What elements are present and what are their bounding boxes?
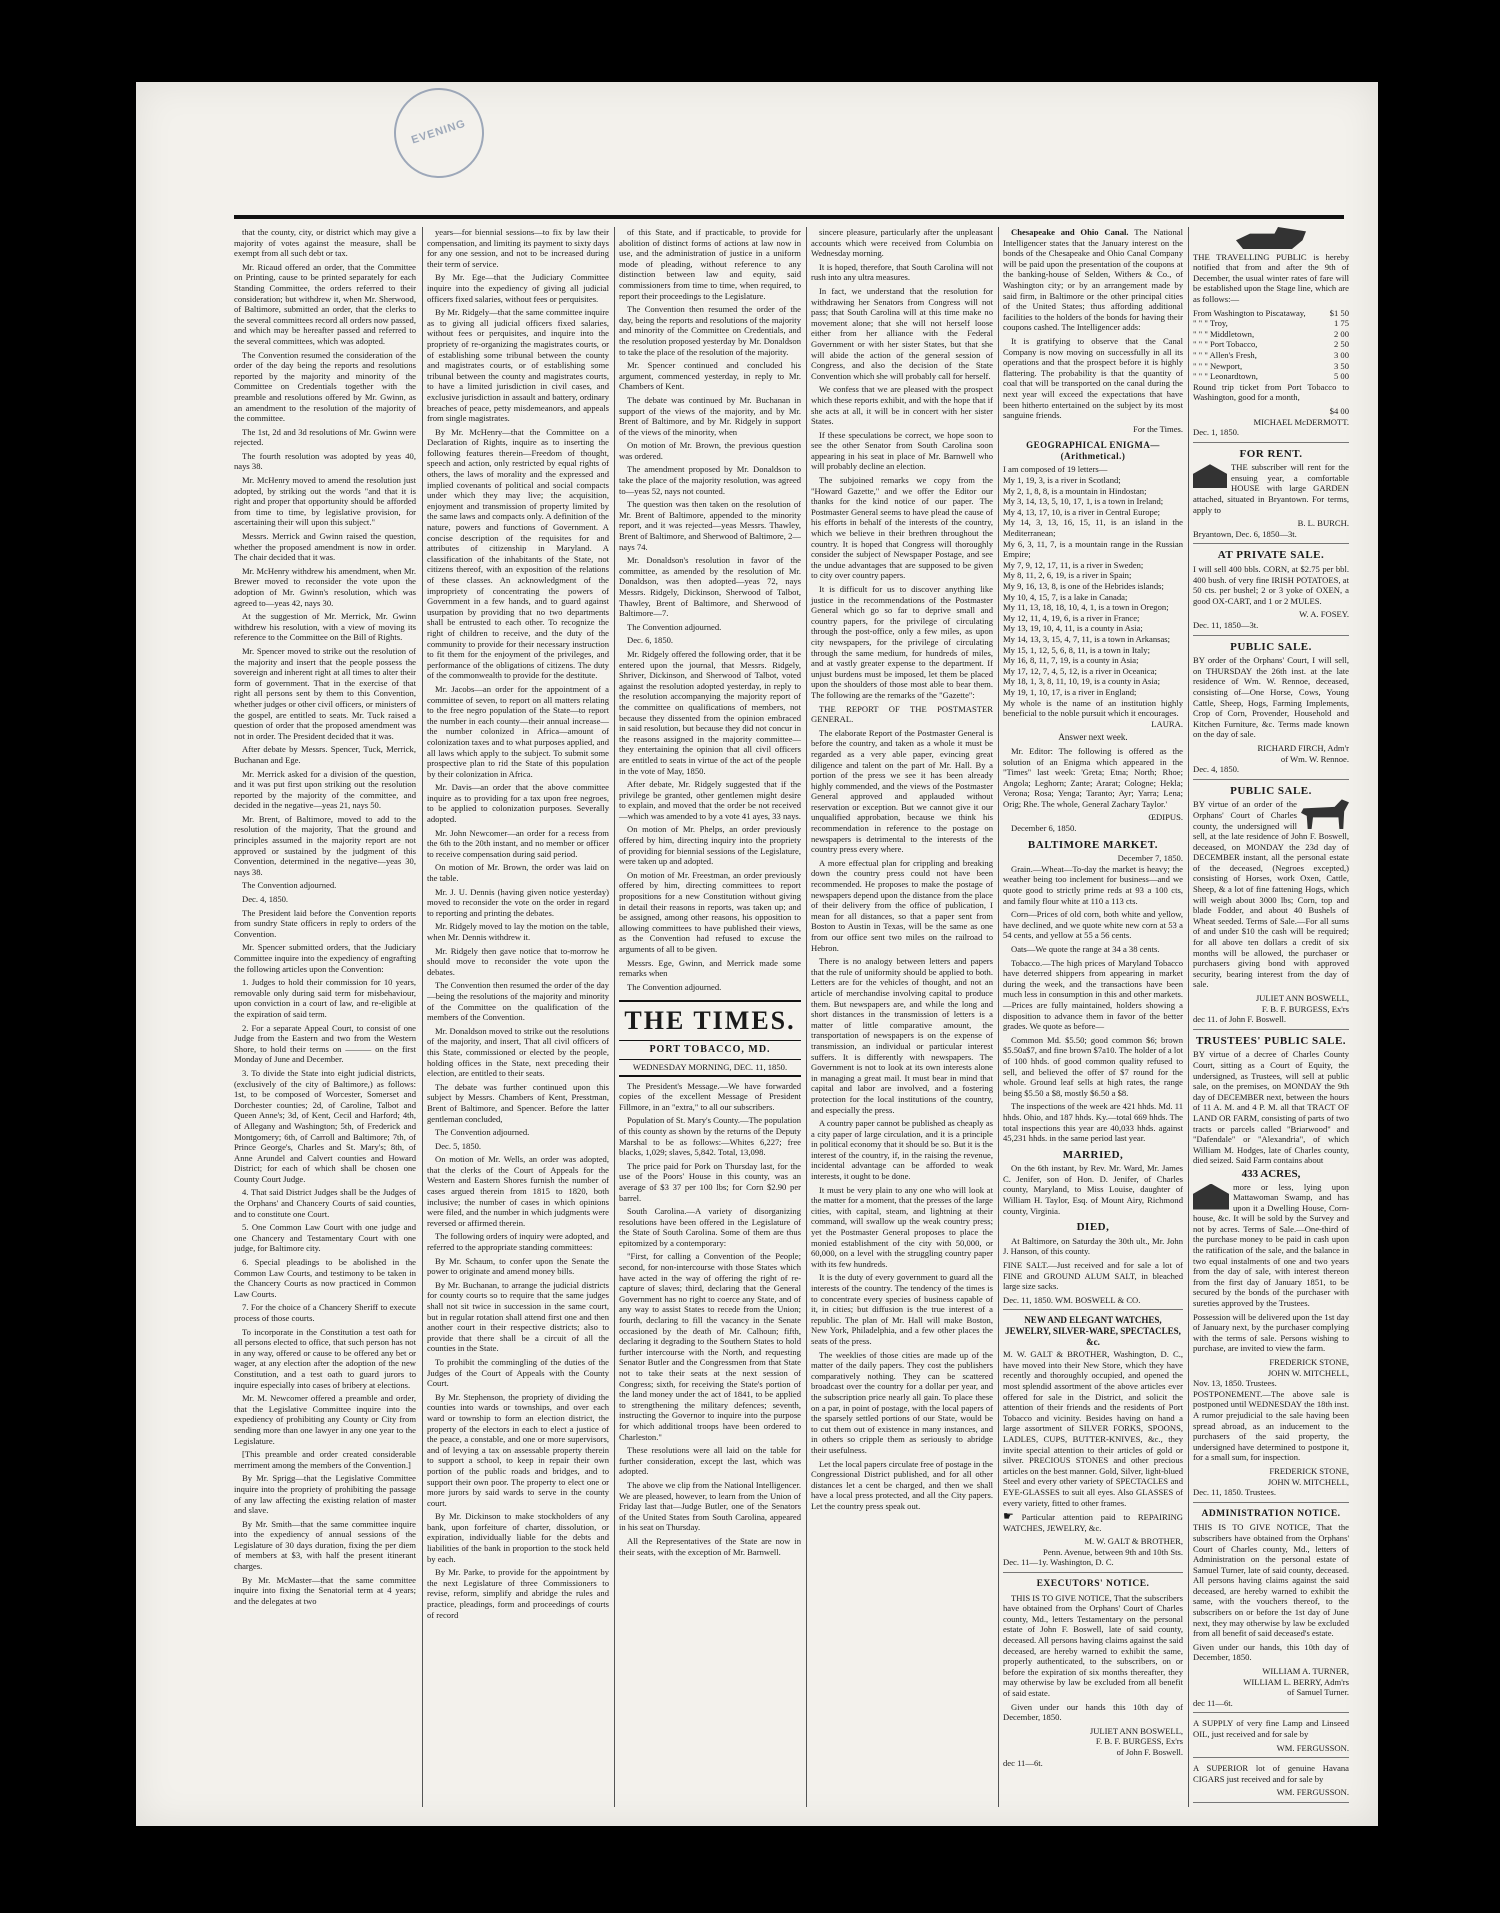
- watch-ad: [1003, 1315, 1183, 1573]
- article-paragraph: The debate was continued by Mr. Buchanan in support of the views of the majority, and by Mr. Brent of Baltimore, and by Mr. Ridgely in support of the views of the minority, when: [619, 394, 801, 437]
- fare-route: " " " Newport,: [1193, 360, 1243, 371]
- cigar-text: A SUPERIOR lot of genuine Havana CIGARS just received and for sale by: [1193, 1763, 1349, 1784]
- watch-repair-text: Particular attention paid to REPAIRING WATCHES, JEWELRY, &c.: [1003, 1512, 1183, 1533]
- enigma-line: My 13, 19, 10, 4, 11, is a county in Asia;: [1003, 623, 1143, 634]
- article-paragraph: Mr. Ridgely then gave notice that to-morrow he should move to reconsider the vote upon the debates.: [427, 945, 609, 977]
- article-paragraph: By Mr. Parke, to provide for the appointment by the next Legislature of three Commissioners to revise, reform, simplify and abridge the rules and practice, pleadings, form and proceedings of courts of record: [427, 1567, 609, 1620]
- canal-text-1: The National Intelligencer states that the January interest on the bonds of the Chesapeake and Ohio Canal Company will be paid upon the presentation of the coupons at the banking-house of Selden, Withers & Co., of Washington city; or by an arrangement made by said firm, in Baltimore or the other principal cities of the United States; thus affording additional facilities to the holders of the bonds for having their coupons cashed. The Intelligencer adds:: [1003, 227, 1183, 333]
- article-paragraph: [This preamble and order created considerable merriment among the members of the Convention.]: [234, 1449, 416, 1470]
- public-sale-2-ad: [1193, 786, 1349, 1030]
- article-paragraph: Mr. Jacobs—an order for the appointment of a committee of seven, to report on all matters relating to the free negro population of the State—to report the number in each county—their annual increase—the number colonized in Africa—amount of colonization taxes and to what purposes applied, and all laws which apply to the subject. To submit some prospective plan to rid the State of this population by their colonization in Africa.: [427, 683, 609, 779]
- top-rule: [234, 215, 1344, 219]
- editorial-paragraph: South Carolina.—A variety of disorganizing resolutions have been offered in the Legislature of the State of South Carolina. Some of them are thus epitomized by a contemporary:: [619, 1206, 801, 1248]
- salt-text: FINE SALT.—Just received and for sale a lot of FINE and GROUND ALUM SALT, in bleached large size sacks.: [1003, 1260, 1183, 1292]
- article-paragraph: By Mr. Ege—that the Judiciary Committee inquire into the expediency of giving all judicial officers fixed salaries, without fees or perquisites.: [427, 272, 609, 304]
- travel-signature: MICHAEL McDERMOTT.: [1253, 416, 1349, 427]
- fare-price: 2 50: [1333, 339, 1349, 350]
- admin-date: dec 11—6t.: [1193, 1697, 1233, 1708]
- article-paragraph: 7. For the choice of a Chancery Sheriff to execute process of those courts.: [234, 1302, 416, 1323]
- public-sale-1-text: BY order of the Orphans' Court, I will sell, on THURSDAY the 26th inst. at the late residence of Wm. W. Rennoe, deceased, consisting of—One Horse, Cows, Young Cattle, Sheep, Hogs, Farming Implements, Crop of Corn, Provender, Household and Kitchen Furniture, &c. Terms made known on the day of sale.: [1193, 655, 1349, 740]
- trustee-acres: 433 ACRES,: [1241, 1167, 1301, 1180]
- article-paragraph: By Mr. Ridgely—that the same committee inquire as to giving all judicial officers fixed salaries, without fees or perquisites, and inquire into the propriety of re-organizing the magistrates courts, or of establishing some tribunal between the county and magistrates courts, or of establishing some tribunal between the county and magistrates courts, to have a limited jurisdiction in civil cases, and exclusive jurisdiction in assault and battery, ordinary breaches of peace, petty misdemeanors, and appeals from single magistrates.: [427, 307, 609, 424]
- editorial-paragraph: sincere pleasure, particularly after the unpleasant accounts which were received from Columbia on Wednesday morning.: [811, 227, 993, 259]
- fare-route: From Washington to Piscataway,: [1193, 307, 1306, 318]
- trustee-sale-text: BY virtue of a decree of Charles County Court, sitting as a Court of Equity, the undersigned, as Trustees, will sell at public sale, on the premises, on MONDAY the 9th day of DECEMBER next, between the hours of 11 A. M. and 4 P. M. all that TRACT OF LAND OR FARM, consisting of parts of two tracts or parcels called "Briarwood" and "Dafendale" or "Alexandria", of which William M. Hodges, late of Charles county, died seized. Said Farm contains about: [1193, 1049, 1349, 1166]
- editorial-paragraph: A more effectual plan for crippling and breaking down the country press could not have been recommended. He proposes to make the postage of newspapers depend upon the distance from the place of their delivery from the office of publication, I mean for all distances, so that a paper sent from Boston to Austin in Texas, will be the same as one from our office sent two miles on the railroad to Hebron.: [811, 857, 993, 953]
- public-sale-2-text: BY virtue of an order of the Orphans' Court of Charles county, the undersigned will sell, at the late residence of John F. Boswell, deceased, on MONDAY the 23d day of DECEMBER instant, all the personal estate of the deceased, (Negroes excepted,) consisting of Horses, work Oxen, Cattle, Sheep, & a lot of fine fattening Hogs, which will weigh about 3000 lbs; Corn, top and blade Fodder, and about 40 Bushels of Wheat seeded. Terms of Sale.—For all sums of and under $10 the cash will be required; for all above ten dollars a credit of six months will be allowed, the purchaser or purchasers giving bond with approved security, bearing interest from the day of sale.: [1193, 799, 1349, 990]
- fare-row: [1193, 329, 1349, 340]
- article-paragraph: The amendment proposed by Mr. Donaldson to take the place of the majority resolution, was agreed to—yeas 52, nays not counted.: [619, 464, 801, 496]
- editorial-paragraph: THE REPORT OF THE POSTMASTER GENERAL.: [811, 703, 993, 725]
- died-heading: DIED,: [1076, 1221, 1110, 1234]
- editor-date: December 6, 1850.: [1011, 823, 1077, 834]
- admin-notice-ad: [1193, 1509, 1349, 1714]
- trustee-sale-text-2: more or less, lying upon Mattawoman Swamp, and has upon it a Dwelling House, Corn-house, &c. It will be sold by the Survey and not by acres. Terms of Sale.—One-third of the purchase money to be paid in cash upon the ratification of the sale, and the balance in two equal instalments of one and two years from the day of sale, with interest thereon from the first day of January 1851, to be secured by the bonds of the purchaser with sureties approved by the Trustees.: [1193, 1181, 1349, 1309]
- executors-sig-3: of John F. Boswell.: [1116, 1746, 1183, 1757]
- salt-signature: Dec. 11, 1850. WM. BOSWELL & CO.: [1003, 1294, 1141, 1305]
- enigma-heading: GEOGRAPHICAL ENIGMA—(Arithmetical.): [1026, 440, 1160, 461]
- postponement-text: POSTPONEMENT.—The above sale is postponed until WEDNESDAY the 18th inst. A rumor prejudicial to the sale having been spread abroad, as an inducement to the purchasers of the said property, the undersigned have determined to postpone it, for a small sum, for inspection.: [1193, 1388, 1349, 1463]
- enigma-line: My 17, 12, 7, 4, 5, 12, is a river in Oceanica;: [1003, 665, 1157, 676]
- public-sale-1-ad: [1193, 642, 1349, 780]
- article-paragraph: By Mr. Buchanan, to arrange the judicial districts for county courts so to require that the same judges shall not sit twice in succession in the same court, but in regular rotation shall attend first one and then another court in their respective districts; also to provide that there shall be a circuit of all the counties in the State.: [427, 1279, 609, 1354]
- editorial-paragraph: The price paid for Pork on Thursday last, for the use of the Poors' House in this county, was an average of $3 37 per 100 lbs; for Corn $2.90 per barrel.: [619, 1160, 801, 1203]
- fare-row: [1193, 361, 1349, 372]
- fare-price: 2 00: [1333, 328, 1349, 339]
- enigma-line: My 14, 3, 13, 16, 15, 11, is an island in the Mediterranean;: [1003, 517, 1183, 539]
- enigma-line: My 4, 13, 17, 10, is a river in Central Europe;: [1003, 506, 1161, 517]
- enigma-line: My 12, 11, 4, 19, 6, is a river in France;: [1003, 612, 1140, 623]
- enigma-line: My 18, 1, 3, 8, 11, 10, 19, is a county in Asia;: [1003, 676, 1160, 687]
- postponement-sig-1: FREDERICK STONE,: [1269, 1465, 1349, 1476]
- article-paragraph: On motion of Mr. Freestman, an order previously offered by him, directing committees to report propositions for a new Constitution without giving in detail their reasons in reports, was taken up; and be assigned, among other reasons, his opposition to allowing committees to have published their views, as the Convention had refused to excuse the arguments of all to be given.: [619, 869, 801, 954]
- editorial-paragraph: There is no analogy between letters and papers that the rule of uniformity should be applied to both. Letters are for the vehicles of thought, and not an article of merchandise involving capital to produce them. But newspapers are, and while the long and short distances in the transmission of letters is a matter of little comparative amount, the transportation of newspapers is on the expense of transmission, an individual or particular interest suffers. It is differently with newspapers. The Government is not to look at its own interests alone in managing a great mail. It must bear in mind that capital and labor are involved, and a fostering protection for the local institutions of the country, and especially the press.: [811, 956, 993, 1115]
- canal-text-2: It is gratifying to observe that the Canal Company is now moving on successfully in all its operations and that the prospect before it is highly flattering. The probability is that the quantity of coal that will be transported on the canal during the next year will exceed the expectations that have been hitherto entertained on the subject by its most sanguine friends.: [1003, 335, 1183, 421]
- fare-row: [1193, 371, 1349, 382]
- market-heading: BALTIMORE MARKET.: [1027, 838, 1159, 851]
- editorial-paragraph: These resolutions were all laid on the table for further consideration, except the last, which was adopted.: [619, 1445, 801, 1477]
- travel-ad: [1193, 227, 1349, 443]
- travel-round-fare: $4 00: [1329, 405, 1349, 416]
- article-paragraph: The Convention then resumed the order of the day—being the resolutions of the majority and minority of the Committee on the qualification of the members of the Convention.: [427, 980, 609, 1023]
- article-paragraph: By Mr. Stephenson, the propriety of dividing the counties into wards or townships, and over each ward or township to form an election district, the property of the electors in each to elect a justice of the peace, a constable, and one or more supervisors, and of levying a tax on assessable property therein to support a school, to keep in repair their own portion of the public roads and bridges, and to support their own poor. The property to elect one or more jurors by said wards to serve in the county court.: [427, 1391, 609, 1508]
- library-stamp: EVENING: [382, 82, 495, 190]
- enigma-signature: LAURA.: [1151, 718, 1183, 729]
- watch-signature: M. W. GALT & BROTHER,: [1084, 1536, 1183, 1547]
- private-sale-heading: AT PRIVATE SALE.: [1217, 549, 1325, 562]
- trustee-sale-ad: [1193, 1036, 1349, 1503]
- editorial-paragraph: We confess that we are pleased with the prospect which these reports exhibit, and with the hope that if she acts at all, it will be in concert with her sister States.: [811, 384, 993, 427]
- fare-route: " " " Troy,: [1193, 318, 1228, 329]
- trustee-sig-2: JOHN W. MITCHELL,: [1267, 1367, 1349, 1378]
- article-paragraph: of this State, and if practicable, to provide for abolition of distinct forms of actions at law now in use, and the administration of justice in a uniform mode of pleading, without reference to any distinction between law and equity, said commissioners from time to time, when required, to report their proceedings to the Legislature.: [619, 227, 801, 301]
- public-sale-2-sig-1: JULIET ANN BOSWELL,: [1255, 993, 1349, 1003]
- fare-price: 5 00: [1333, 371, 1349, 382]
- article-paragraph: The Convention then resumed the order of the day, being the reports and resolutions of the majority and minority of the Committee on Credentials, and the resolution proposed yesterday by Mr. Donaldson to take the place of the resolution of the majority.: [619, 304, 801, 357]
- executors-sig-1: JULIET ANN BOSWELL,: [1089, 1725, 1183, 1736]
- market-report: [1003, 864, 1183, 1144]
- trustee-sig-1: FREDERICK STONE,: [1269, 1357, 1349, 1367]
- travel-round: Round trip ticket from Port Tobacco to Washington, good for a month,: [1193, 381, 1349, 403]
- article-paragraph: 6. Special pleadings to be abolished in the Common Law Courts, and testimony to be taken in the Chancery Courts as now practiced in Common Law Courts.: [234, 1257, 416, 1299]
- article-paragraph: Dec. 4, 1850.: [242, 894, 289, 905]
- trustee-sale-heading: TRUSTEES' PUBLIC SALE.: [1195, 1034, 1347, 1047]
- article-paragraph: Mr. Merrick asked for a division of the question, and it was put first upon striking out the resolution reported by the majority of the committee, and decided in the negative—yeas 21, nays 50.: [234, 768, 416, 811]
- fare-row: [1193, 350, 1349, 361]
- article-paragraph: On motion of Mr. Phelps, an order previously offered by him, directing inquiry into the propriety of providing for biennial sessions of the Legislature, were taken up and adopted.: [619, 824, 801, 867]
- article-paragraph: The Convention adjourned.: [242, 880, 337, 891]
- fare-price: 3 00: [1333, 349, 1349, 360]
- editorial-paragraph: It is the duty of every government to guard all the interests of the country. The tendency of the times is to concentrate every species of business capable of it, in cities; but diffusion is the true interest of a republic. The plan of Mr. Hall will make Boston, New York, Philadelphia, and a few other places the seats of the press.: [811, 1272, 993, 1346]
- rent-signature: B. L. BURCH.: [1297, 518, 1349, 529]
- fare-route: " " " Port Tobacco,: [1193, 339, 1258, 350]
- fare-price: 3 50: [1333, 360, 1349, 371]
- trustee-sale-text-3: Possession will be delivered upon the 1st day of January next, by the purchaser complying with the terms of sale. Persons wishing to purchase, are invited to view the farm.: [1193, 1311, 1349, 1354]
- article-paragraph: After debate, Mr. Ridgely suggested that if the privilege be granted, other gentlemen might desire to explain, and moved that the order be not received—which was amended to by a vote 41 ayes, 33 nays.: [619, 779, 801, 821]
- cigar-ad: [1193, 1763, 1349, 1803]
- article-paragraph: The Convention adjourned.: [627, 981, 722, 992]
- market-paragraph: The inspections of the week are 421 hhds. Md. 11 hhds. Ohio, and 187 hhds. Ky.—total 669 hhds. The total inspections this year are 40,033 hhds. against 45,231 hhds. in the same period last year.: [1003, 1101, 1183, 1144]
- editorial-paragraph: If these speculations be correct, we hope soon to see the other Senator from South Carolina soon appearing in his seat in place of Mr. Barnwell who will probably decline an election.: [811, 429, 993, 472]
- article-paragraph: The 1st, 2d and 3d resolutions of Mr. Gwinn were rejected.: [234, 426, 416, 448]
- fare-route: " " " Middletown,: [1193, 328, 1255, 339]
- public-sale-1-sig: RICHARD FIRCH, Adm'r: [1257, 742, 1349, 753]
- rent-text: THE subscriber will rent for the ensuing year, a comfortable HOUSE with large GARDEN attached, situated in Bryantown. For terms, apply to: [1193, 462, 1349, 515]
- editorial-paragraph: It is hoped, therefore, that South Carolina will not rush into any ultra measures.: [811, 261, 993, 283]
- enigma-line: My 3, 14, 13, 5, 10, 17, 1, is a town in Ireland;: [1003, 496, 1164, 507]
- article-paragraph: 4. That said District Judges shall be the Judges of the Orphans' and Chancery Courts of said counties, and to constitute one Court.: [234, 1187, 416, 1219]
- watch-text: M. W. GALT & BROTHER, Washington, D. C., have moved into their New Store, which they have recently and thoroughly occupied, and opened the most splendid assortment of the above articles ever offered for sale in the District, and solicit the attention of their friends and the residents of Port Tobacco and vicinity. Besides having on hand a large assortment of SILVER FORKS, SPOONS, LADLES, CUPS, BUTTER-KNIVES, &c., they invite special attention to their articles of gold or silver. PRECIOUS STONES and other precious articles on the best manner. Gold, Silver, light-blued Steel and every other variety of SPECTACLES and EYE-GLASSES to suit all eyes. Also GLASSES of every variety, fitted to other frames.: [1003, 1349, 1183, 1508]
- column-5: [998, 227, 1183, 1807]
- article-paragraph: Mr. Spencer submitted orders, that the Judiciary Committee inquire into the expediency of engrafting the following articles upon the Convention:: [234, 942, 416, 974]
- trustee-date: Nov. 13, 1850. Trustees.: [1193, 1378, 1277, 1389]
- article-paragraph: To prohibit the commingling of the duties of the Judges of the Court of Appeals with the County Court.: [427, 1356, 609, 1389]
- admin-sig-2: WILLIAM L. BERRY, Adm'rs: [1243, 1676, 1349, 1687]
- article-paragraph: The following orders of inquiry were adopted, and referred to the appropriate standing committees:: [427, 1231, 609, 1253]
- article-paragraph: After debate by Messrs. Spencer, Tuck, Merrick, Buchanan and Ege.: [234, 744, 416, 765]
- enigma-line: My 15, 1, 12, 5, 6, 8, 11, is a town in Italy;: [1003, 644, 1150, 655]
- enigma-line: My 11, 13, 18, 18, 10, 4, 1, is a town in Oregon;: [1003, 602, 1169, 613]
- enigma-line: My 2, 1, 8, 8, is a mountain in Hindostan;: [1003, 485, 1147, 496]
- enigma-line: My 9, 16, 13, 8, is one of the Hebrides islands;: [1003, 581, 1164, 591]
- editorial-paragraph: It must be very plain to any one who will look at the matter for a moment, that the presses of the large cities, with capital, steam, and lightning at their command, will swallow up the weak country press; yet the Postmaster General proposes to place the monied establishment of the city with 50,000, or 60,000, on a level with the struggling country paper with its few hundreds.: [811, 1184, 993, 1269]
- private-sale-ad: [1193, 550, 1349, 635]
- died-notice: At Baltimore, on Saturday the 30th ult., Mr. John J. Hanson, of this county.: [1003, 1235, 1183, 1257]
- article-paragraph: The question was then taken on the resolution of Mr. Brent of Baltimore, appended to the minority report, and it was rejected—yeas Messrs. Thawley, Brent of Baltimore, and Sherwood of Baltimore, 2—nays 74.: [619, 499, 801, 552]
- public-sale-2-sig-2: F. B. F. BURGESS, Ex'rs: [1261, 1003, 1349, 1014]
- article-paragraph: The Convention resumed the consideration of the order of the day being the reports and resolutions reported by the majority and minority of the Committee on Credentials together with the preamble and resolutions offered by Mr. Gwinn, as an amendment to the resolution of the majority of the committee.: [234, 349, 416, 424]
- canal-heading: Chesapeake and Ohio Canal.: [1011, 227, 1129, 237]
- editorial-paragraph: It is difficult for us to discover anything like justice in the recommendations of the Postmaster General which go so far to deprive small and country papers, for the privilege of circulating through the post-office, only a few miles, as upon city newspapers, for the privilege of circulating through the same medium, for hundreds of miles, and at vastly greater expense to the department. If unjust burdens must be imposed, let them be placed upon the shoulders of those most able to bear them. The following are the remarks of the "Gazette":: [811, 584, 993, 700]
- canal-article: [1003, 227, 1183, 333]
- enigma-line: My 7, 9, 12, 17, 11, is a river in Sweden;: [1003, 559, 1144, 570]
- oil-ad: [1193, 1718, 1349, 1758]
- editorial-paragraph: Let the local papers circulate free of postage in the Congressional District published, and for all other distances let a cent be charged, and then we shall have a local press protected, and all the City papers. Let the country press speak out.: [811, 1458, 993, 1511]
- admin-sig-3: of Samuel Turner.: [1287, 1687, 1349, 1698]
- article-paragraph: years—for biennial sessions—to fix by law their compensation, and limiting its payment to sixty days for any one session, and not to be increased during their term of service.: [427, 227, 609, 269]
- private-sale-text: I will sell 400 bbls. CORN, at $2.75 per bbl. 400 bush. of very fine IRISH POTATOES, at 50 cts. per bushel; 2 or 3 yoke of OXEN, a good OX-CART, and 1 or 2 MULES.: [1193, 564, 1349, 606]
- public-sale-1-sig-2: of Wm. W. Rennoe.: [1280, 753, 1349, 764]
- article-paragraph: Mr. Spencer continued and concluded his argument, commenced yesterday, in reply to Mr. Chambers of Kent.: [619, 360, 801, 392]
- watch-repair: [1003, 1511, 1183, 1533]
- column-2: [422, 227, 609, 1807]
- enigma-line: I am composed of 19 letters—: [1003, 464, 1108, 475]
- market-date: December 7, 1850.: [1117, 853, 1183, 864]
- masthead: [619, 1000, 801, 1076]
- column-3: [614, 227, 801, 1807]
- editorial-paragraph: The President's Message.—We have forwarded copies of the excellent Message of President Fillmore, in an "extra," to all our subscribers.: [619, 1080, 801, 1112]
- column-6: [1188, 227, 1349, 1807]
- columns: [234, 227, 1349, 1807]
- enigma-line: My 8, 11, 2, 6, 19, is a river in Spain;: [1003, 570, 1132, 581]
- article-paragraph: By Mr. McHenry—that the Committee on a Declaration of Rights, inquire as to inserting the following features therein—Freedom of thought, speech and action, only restricted by equal rights of others, the laws of morality and the expressed and implied covenants of political and social compacts under which they may live; the acquisition, enjoyment and transmission of property limited by the same laws and compacts only. A definition of the nature, powers and functions of Government. A concise description of the requisites for and attributes of citizenship in Maryland. A classification of the inhabitants of the State, not citizens thereof, with an exposition of the relations of these classes. An acknowledgment of the impropriety of concentrating the powers of Government in a few hands, and to guard against usurpation by providing that no two departments shall be entrusted to each other. To recognize the right of children to receive, and the duty of the community to provide for their necessary instruction to fit them for the enjoyment of the privileges, and performance of the obligations of citizens. The duty of the commonwealth to provide for the destitute.: [427, 426, 609, 681]
- article-paragraph: Messrs. Ege, Gwinn, and Merrick made some remarks when: [619, 957, 801, 979]
- postponement-sig-2: JOHN W. MITCHELL,: [1267, 1476, 1349, 1487]
- article-paragraph: Mr. McHenry moved to amend the resolution just adopted, by striking out the words "and that it is right and proper that opportunity should be afforded from time to time, by legislative provision, for ascertaining their will upon this subject.": [234, 475, 416, 528]
- article-paragraph: The President laid before the Convention reports from sundry State officers in reply to orders of the Convention.: [234, 907, 416, 939]
- fare-route: " " " Leonardtown,: [1193, 371, 1258, 382]
- article-paragraph: On motion of Mr. Brown, the previous question was ordered.: [619, 440, 801, 461]
- article-paragraph: 2. For a separate Appeal Court, to consist of one Judge from the Eastern and two from the Western Shore, to hold their terms on ——— on the first Monday of June and December.: [234, 1022, 416, 1065]
- married-heading: MARRIED,: [1062, 1148, 1124, 1161]
- admin-notice-text: THIS IS TO GIVE NOTICE, That the subscribers have obtained from the Orphans' Court of Charles county, Md., letters of Administration on the personal estate of Samuel Turner, late of said county, deceased. All persons having claims against the said deceased, are hereby warned to exhibit the same, with the vouchers thereof, to the subscribers on or before the 1st day of June next, they may otherwise by law be excluded from all benefit of said deceased's estate.: [1193, 1522, 1349, 1639]
- enigma-line: My 10, 4, 15, 7, is a lake in Canada;: [1003, 591, 1128, 602]
- article-paragraph: The Convention adjourned.: [435, 1127, 530, 1138]
- private-sale-date: Dec. 11, 1850—3t.: [1193, 620, 1259, 630]
- enigma-line: My 19, 1, 10, 17, is a river in England;: [1003, 686, 1137, 697]
- article-paragraph: The fourth resolution was adopted by yeas 40, nays 38.: [234, 450, 416, 472]
- article-paragraph: Mr. Donaldson's resolution in favor of the committee, as amended by the resolution of Mr. Donaldson, was then adopted—yeas 72, nays Messrs. Ridgely, Dickinson, Sherwood of Talbot, Thawley, Brent of Baltimore, and Sherwood of Baltimore—7.: [619, 555, 801, 619]
- enigma-line: My 1, 19, 3, is a river in Scotland;: [1003, 475, 1121, 486]
- enigma-line: My 16, 8, 11, 7, 19, is a county in Asia;: [1003, 655, 1139, 666]
- article-paragraph: To incorporate in the Constitution a test oath for all persons elected to office, that such person has not in any way, offered or cause to be offered any bet or wager, at any election after the adoption of the new Constitution, and a test oath to guard jurors to inquire especially into cases of bribery at elections.: [234, 1326, 416, 1390]
- article-paragraph: Mr. Spencer moved to strike out the resolution of the majority and insert that the people possess the sovereign and inherent right at all times to alter their form of government. That in the exercise of that right all persons sent by them to this Convention, whether judges or other civil officers, or ministers of the gospel, are entitled to seats. Mr. Tuck raised a question of order that the proposed amendment was not in order. The President decided that it was.: [234, 645, 416, 741]
- admin-sig-1: WILLIAM A. TURNER,: [1262, 1666, 1349, 1677]
- article-paragraph: that the county, city, or district which may give a majority of votes against the measure, shall be exempt from all such debt or tax.: [234, 227, 416, 259]
- article-paragraph: The Convention adjourned.: [627, 621, 722, 632]
- editor-signature: ŒDIPUS.: [1148, 812, 1183, 823]
- travel-text: THE TRAVELLING PUBLIC is hereby notified that from and after the 9th of December, the usual winter rates of fare will be established upon the Stage line, which are as follows:—: [1193, 251, 1349, 304]
- enigma-list: [1003, 464, 1183, 718]
- editorial-paragraph: All the Representatives of the State are now in their seats, with the exception of Mr. Barnwell.: [619, 1535, 801, 1557]
- article-paragraph: Mr. McHenry withdrew his amendment, when Mr. Brewer moved to reconsider the vote upon the adoption of Mr. Gwinn's resolution, which was agreed to—yeas 42, nays 30.: [234, 565, 416, 608]
- article-paragraph: Mr. Ridgely offered the following order, that it be entered upon the journal, that Messrs. Ridgely, Shriver, Dickinson, and Sherwood of Talbot, voted against the resolution adopted yesterday, in reply to the resolution accompanying the majority report of the committee on qualifications of members, not because they dissented from the opinion embraced in said resolution, but because they did not concur in the reasons assigned in the majority committee—they entertaining the opinion that all civil officers are entitled to seats in virtue of the act of the people in the vote of May, 1850.: [619, 648, 801, 776]
- executors-heading: EXECUTORS' NOTICE.: [1036, 1579, 1150, 1590]
- article-paragraph: Dec. 6, 1850.: [627, 635, 674, 646]
- for-times: For the Times.: [1133, 423, 1183, 434]
- fare-route: " " " Allen's Fresh,: [1193, 349, 1257, 360]
- oil-signature: WM. FERGUSSON.: [1276, 1742, 1349, 1753]
- watch-heading: NEW AND ELEGANT WATCHES, JEWELRY, SILVER-WARE, SPECTACLES, &c.: [1005, 1315, 1181, 1347]
- article-paragraph: By Mr. Dickinson to make stockholders of any bank, upon forfeiture of charter, dissolution, or expiration, individually liable for the debts and liabilities of the bank in proportion to the stock held by each.: [427, 1511, 609, 1564]
- article-paragraph: 3. To divide the State into eight judicial districts, (exclusively of the city of Baltimore,) as follows: 1st, to be composed of Worcester, Somerset and Dorchester counties; 2d, of Caroline, Talbot and Queen Anne's; 3d, of Kent, Cecil and Harford; 4th, of Allegany and Washington; 5th, of Frederick and Montgomery; 6th, of Carroll and Baltimore; 7th, of Prince George's, Charles and St. Mary's; 8th, of Anne Arundel and Calvert counties and Howard District; for each of which shall be chosen one County Court Judge.: [234, 1067, 416, 1184]
- rent-date: Bryantown, Dec. 6, 1850—3t.: [1193, 528, 1297, 539]
- watch-date: Dec. 11—1y. Washington, D. C.: [1003, 1557, 1114, 1568]
- market-paragraph: Tobacco.—The high prices of Maryland Tobacco have deterred shippers from appearing in market during the week, and the transactions have been much less in consumption in this and other markets.—Prices are fully maintained, holders showing a disposition to advance them in favor of the better grades. We quote as before—: [1003, 957, 1183, 1032]
- article-paragraph: At the suggestion of Mr. Merrick, Mr. Gwinn withdrew his resolution, with a view of moving its reference to the Committee on the Bill of Rights.: [234, 611, 416, 643]
- market-paragraph: Grain.—Wheat—To-day the market is heavy; the weather being too inclement for business—and we quote good to strictly prime reds at 93 a 100 cts, and family flour white at 110 a 113 cts.: [1003, 863, 1183, 906]
- masthead-place: PORT TOBACCO, MD.: [649, 1044, 771, 1056]
- executors-text: THIS IS TO GIVE NOTICE, That the subscribers have obtained from the Orphans' Court of Charles county, Md., letters Testamentary on the personal estate of John F. Boswell, late of said county, deceased. All persons having claims against the said deceased, are hereby warned to exhibit the same, properly authenticated, to the subscribers, on or before the expiration of six months thereafter, they may otherwise by law be excluded from all benefit of said estate.: [1003, 1592, 1183, 1698]
- editorial-paragraph: Population of St. Mary's County.—The population of this county as shown by the returns of the Deputy Marshal to be as follows:—Whites 6,227; free blacks, 1,029; slaves, 5,842. Total, 13,098.: [619, 1115, 801, 1158]
- editorial-paragraph: The weeklies of those cities are made up of the matter of the daily papers. They cost the publishers comparatively nothing. They can be scattered broadcast over the country for a dollar per year, and the subscription price nearly all gain. To place these on a par, in point of postage, with the local papers of the sparsely settled portions of our State, would be to cut them out of existence in many instances, and in others so cripple them as seriously to abridge their usefulness.: [811, 1349, 993, 1455]
- pointing-hand-icon: ☛: [1003, 1509, 1014, 1524]
- article-paragraph: By Mr. Schaum, to confer upon the Senate the power to originate and amend money bills.: [427, 1255, 609, 1277]
- editorial-paragraph: A country paper cannot be published as cheaply as a city paper of large circulation, and it is a principle in political economy that it should be so. But it is the interest of the country, if, in the raising the revenue, incidental advantage can be afforded to weak interests, it ought to be done.: [811, 1118, 993, 1182]
- article-paragraph: Mr. M. Newcomer offered a preamble and order, that the Legislative Committee inquire into the expediency of prohibiting any County or City from sending more than one lawyer in any one year to the Legislature.: [234, 1393, 416, 1446]
- executors-given: Given under our hands this 10th day of December, 1850.: [1003, 1701, 1183, 1723]
- editorial-paragraph: The elaborate Report of the Postmaster General is before the country, and taken as a whole it must be regarded as a very able paper, evincing great diligence and talent on the part of Mr. Hall. By a portion of the press we see it has been already highly commended, and the views of the Postmaster General approved and applauded without reservation or exception. But we cannot give it our unqualified approbation, because we think his recommendation in reference to the postage on newspapers is detrimental to the interests of the country press every where.: [811, 727, 993, 855]
- article-paragraph: 5. One Common Law Court with one judge and one Chancery and Testamentary Court with one judge, for Baltimore city.: [234, 1222, 416, 1254]
- editorial-paragraph: The subjoined remarks we copy from the "Howard Gazette," and we offer the Editor our thanks for the kind notice of our paper. The Postmaster General seems to have plead the cause of his efforts in behalf of the interests of the country, which we believe in their brethren throughout the country. It is hoped that Congress will thoroughly consider the subject of Newspaper Postage, and see the undue advantages that are supposed to be given to city over country papers.: [811, 475, 993, 581]
- executors-date: dec 11—6t.: [1003, 1757, 1043, 1768]
- rent-heading: FOR RENT.: [1239, 447, 1303, 460]
- market-paragraph: Corn—Prices of old corn, both white and yellow, have declined, and we quote white new corn at 53 a 54 cents, and yellow at 55 a 56 cents.: [1003, 909, 1183, 941]
- column-4: [806, 227, 993, 1807]
- fare-row: [1193, 308, 1349, 319]
- article-paragraph: Mr. John Newcomer—an order for a recess from the 6th to the 20th instant, and no member or officer to receive compensation during said period.: [427, 827, 609, 859]
- salt-ad: [1003, 1260, 1183, 1310]
- article-paragraph: Mr. Brent, of Baltimore, moved to add to the resolution of the majority, That the ground and principles assumed in the majority report are not approved or sustained by the judgment of this Convention, determined in the negative—yeas 30, nays 38.: [234, 813, 416, 877]
- article-paragraph: The debate was further continued upon this subject by Messrs. Chambers of Kent, Presstman, Brent of Baltimore, and Spencer. Before the latter gentleman concluded,: [427, 1081, 609, 1124]
- column-1: [234, 227, 416, 1807]
- public-sale-2-date: dec 11. of John F. Boswell.: [1193, 1014, 1287, 1025]
- fare-price: 1 75: [1333, 318, 1349, 329]
- masthead-title: THE TIMES.: [619, 1000, 801, 1041]
- admin-notice-given: Given under our hands, this 10th day of December, 1850.: [1193, 1641, 1349, 1663]
- article-paragraph: By Mr. Sprigg—that the Legislative Committee inquire into the propriety of prohibiting the passage of any law affecting the existing relation of master and slave.: [234, 1473, 416, 1516]
- article-paragraph: By Mr. Smith—that the same committee inquire into the expediency of annual sessions of the Legislature of 30 days duration, fixing the per diem of members at $3, with half the present itinerant charges.: [234, 1518, 416, 1572]
- editorial-paragraph: In fact, we understand that the resolution for withdrawing her Senators from Congress will not pass; that South Carolina will at this time make no movement alone; that she will not herself loose either from her alliance with the Federal Government or with her sister States, but that she will abide the action of the general session of Congress, and also the decision of the State Convention which she will probably call for herself.: [811, 285, 993, 381]
- editorial-paragraph: The above we clip from the National Intelligencer. We are pleased, however, to learn from the Union of Friday last that—Judge Butler, one of the Senators of the United States from South Carolina, appeared in his seat on Thursday.: [619, 1479, 801, 1533]
- public-sale-2-heading: PUBLIC SALE.: [1230, 784, 1312, 797]
- private-sale-signature: W. A. FOSEY.: [1299, 609, 1349, 620]
- postponement-date: Dec. 11, 1850. Trustees.: [1193, 1487, 1276, 1498]
- travel-date: Dec. 1, 1850.: [1193, 427, 1240, 438]
- fare-row: [1193, 339, 1349, 350]
- article-paragraph: Mr. Ridgely moved to lay the motion on the table, when Mr. Dennis withdrew it.: [427, 921, 609, 942]
- admin-notice-heading: ADMINISTRATION NOTICE.: [1201, 1508, 1341, 1519]
- stagecoach-icon: [1236, 227, 1306, 249]
- article-paragraph: Mr. Donaldson moved to strike out the resolutions of the majority, and insert, That all civil officers of this State, commissioned or elected by the people, holding offices in the State, next preceding their election, are entitled to their seats.: [427, 1025, 609, 1079]
- cigar-signature: WM. FERGUSSON.: [1276, 1787, 1349, 1798]
- article-paragraph: Mr. Davis—an order that the above committee inquire as to providing for a tax upon free negroes, to be applied to colonization purposes. Severally adopted.: [427, 782, 609, 825]
- public-sale-1-date: Dec. 4, 1850.: [1193, 764, 1240, 775]
- article-paragraph: On motion of Mr. Wells, an order was adopted, that the clerks of the Court of Appeals for the Western and Eastern Shores furnish the number of cases argued therein from 1815 to 1820, both inclusive; the number of cases in which opinions were filed, and the number in which judgments were reversed or affirmed therein.: [427, 1154, 609, 1228]
- editorial-paragraph: "First, for calling a Convention of the People; second, for non-intercourse with those States which have acted in the way of offering the right of re-capture of slaves; third, declaring that the General Government has no right to coerce any State, and of any way to assist States to recede from the Union; fourth, declaring to fill the vacancy in the Senate occasioned by the death of Mr. Calhoun; fifth, declaring it degrading to the Southern States to hold further intercourse with the North, and requesting Senator Butler and the Congressmen from that State not to take their seats at the next session of Congress; sixth, for receiving the State's portion of the land money under the act of 1841, to be applied to strengthening the military defences; seventh, instructing the Governor to inquire into the purpose for which additional troops have been ordered to Charleston.": [619, 1251, 801, 1442]
- article-paragraph: Mr. Ricaud offered an order, that the Committee on Printing, cause to be printed separately for each Standing Committee, the orders referred to their consideration; but withdrew it, when Mr. Sherwood, of Baltimore, submitted an order, that the clerks to the several committees record all orders now passed, and which may be hereafter passed and referred to the several committees, which was adopted.: [234, 261, 416, 346]
- article-paragraph: By Mr. McMaster—that the same committee inquire into fixing the Senatorial term at 4 years; and the delegates at two: [234, 1574, 416, 1606]
- oil-text: A SUPPLY of very fine Lamp and Linseed OIL, just received and for sale by: [1193, 1718, 1349, 1739]
- article-paragraph: On motion of Mr. Brown, the order was laid on the table.: [427, 862, 609, 884]
- market-paragraph: Common Md. $5.50; good common $6; brown $5.50a$7, and fine brown $7a10. The holder of a lot of 100 hhds. of good common quality refused to sell, and believed the offer of $7 round for the whole. Ground leaf sells at high rates, the range being $5.50 a $8, mostly $6.50 a $8.: [1003, 1034, 1183, 1098]
- masthead-date: WEDNESDAY MORNING, DEC. 11, 1850.: [619, 1059, 801, 1077]
- editor-note: Mr. Editor: The following is offered as the solution of an Enigma which appeared in the "Times" last week: 'Greta; Etna; North; Rhoe; Angola; Leghorn; Zante; Ararat; Cologne; Hekla; Verona; Rosa; Yenga; Taranto; Ayr; Yarra; Lena; Orig; Rhe. The whole, General Zachary Taylor.': [1003, 745, 1183, 809]
- enigma-line: My 14, 13, 3, 15, 4, 7, 11, is a town in Arkansas;: [1003, 633, 1171, 644]
- newspaper-page: [136, 82, 1378, 1826]
- fare-table: [1193, 308, 1349, 382]
- article-paragraph: Messrs. Merrick and Gwinn raised the question, whether the proposed amendment is now in order. The chair decided that it was.: [234, 531, 416, 563]
- fare-row: [1193, 318, 1349, 329]
- public-sale-1-heading: PUBLIC SALE.: [1230, 640, 1312, 653]
- article-paragraph: 1. Judges to hold their commission for 10 years, removable only during said term for misbehaviour, upon conviction in a court of law, and re-eligible at the expiration of said term.: [234, 977, 416, 1019]
- article-paragraph: Mr. J. U. Dennis (having given notice yesterday) moved to reconsider the vote on the order in regard to reporting and printing the debates.: [427, 886, 609, 918]
- enigma-line: My whole is the name of an institution highly beneficial to the noble pursuit which it encourages.: [1003, 697, 1183, 719]
- enigma-line: My 6, 3, 11, 7, is a mountain range in the Russian Empire;: [1003, 538, 1183, 560]
- market-paragraph: Oats—We quote the range at 34 a 38 cents.: [1011, 944, 1160, 954]
- married-notice: On the 6th instant, by Rev. Mr. Ward, Mr. James C. Jenifer, son of Hon. D. Jenifer, of Charles county, Maryland, to Miss Louise, daughter of William H. Taylor, Esq. of Mount Airy, Richmond county, Virginia.: [1003, 1163, 1183, 1216]
- watch-address: Penn. Avenue, between 9th and 10th Sts.: [1043, 1546, 1183, 1557]
- answer-next: Answer next week.: [1058, 732, 1128, 743]
- rent-ad: [1193, 449, 1349, 545]
- article-paragraph: Dec. 5, 1850.: [435, 1140, 482, 1151]
- executors-sig-2: F. B. F. BURGESS, Ex'rs: [1095, 1736, 1183, 1747]
- fare-price: $1 50: [1329, 307, 1349, 318]
